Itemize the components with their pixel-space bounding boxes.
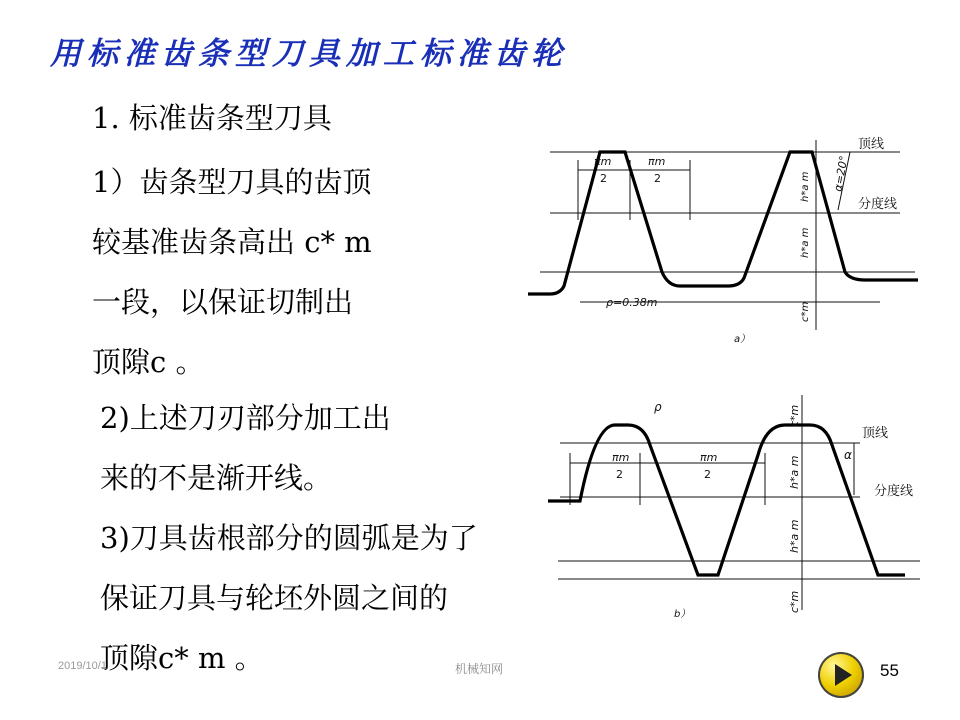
pi-m-label: πm — [648, 155, 666, 168]
point-3 — [100, 508, 580, 688]
point-2-line: 来的不是渐开线。 — [100, 461, 333, 495]
page-number: 55 — [880, 661, 899, 680]
top-line-label: 顶线 — [862, 426, 889, 441]
pi-m-label: πm — [612, 451, 630, 464]
caption-a: a） — [734, 334, 751, 345]
two-label: 2 — [654, 172, 661, 185]
rack-cutter-figure-a — [520, 130, 930, 355]
point-1-line: 较基准齿条高出 c* m — [92, 225, 372, 259]
caption-b: b） — [674, 609, 691, 620]
footer-date: 2019/10/1 — [58, 660, 107, 672]
two-label: 2 — [600, 172, 607, 185]
pi-m-label: πm — [700, 451, 718, 464]
tooth-profile-a — [528, 152, 918, 294]
top-line-label: 顶线 — [858, 137, 885, 152]
cm-label: c*m — [800, 301, 811, 322]
footer-source: 机械知网 — [455, 662, 504, 676]
point-1-line: 顶隙c 。 — [92, 345, 205, 379]
point-3-line: 3)刀具齿根部分的圆弧是为了 — [100, 521, 478, 555]
rack-cutter-figure-b — [540, 385, 940, 625]
point-1 — [92, 152, 472, 392]
point-3-line: 顶隙c* m 。 — [100, 641, 264, 675]
cm-label: c*m — [788, 590, 801, 613]
cm-label: c*m — [788, 404, 801, 427]
two-label: 2 — [616, 468, 623, 481]
point-1-line: 一段，以保证切制出 — [92, 285, 354, 319]
point-2-line: 2)上述刀刃部分加工出 — [100, 401, 391, 435]
rho-label: ρ — [654, 400, 662, 414]
pitch-line-label: 分度线 — [874, 484, 914, 499]
angle-label: α=20° — [831, 154, 851, 193]
pitch-line-label: 分度线 — [858, 197, 898, 212]
pi-m-label: πm — [594, 155, 612, 168]
point-2 — [100, 388, 500, 508]
ha-label: h*a m — [800, 227, 811, 258]
angle-label: α — [844, 448, 852, 462]
section-heading: 1. 标准齿条型刀具 — [92, 101, 332, 135]
point-3-line: 保证刀具与轮坯外圆之间的 — [100, 581, 449, 615]
ha-label: h*a m — [788, 519, 801, 553]
point-1-line: 1）齿条型刀具的齿顶 — [92, 165, 372, 199]
two-label: 2 — [704, 468, 711, 481]
ha-label: h*a m — [788, 455, 801, 489]
rho-label: ρ=0.38m — [606, 296, 658, 309]
play-icon[interactable] — [818, 652, 864, 698]
slide-title: 用标准齿条型刀具加工标准齿轮 — [50, 36, 568, 72]
ha-label: h*a m — [800, 171, 811, 202]
